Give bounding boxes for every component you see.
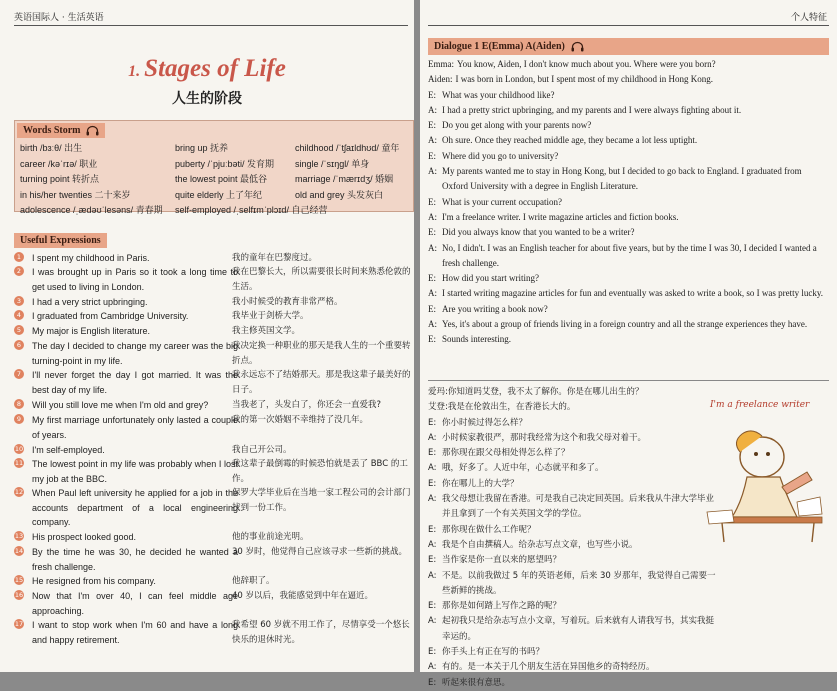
left-page (0, 0, 414, 672)
dialogue-english (428, 57, 828, 348)
line-text: 起初我只是给杂志写点小文章，写着玩。后来就有人请我写书，其实我挺幸运的。 (442, 616, 715, 642)
word-entry: quite elderly 上了年纪 (175, 189, 263, 200)
speaker: E: (428, 120, 436, 131)
word-entry: turning point 转折点 (20, 174, 100, 184)
line-text: 那你现在跟父母相处得怎么样了？ (442, 448, 570, 459)
line-text: Where did you go to university? (442, 150, 559, 161)
word-entry: in his/her twenties 二十来岁 (20, 189, 131, 200)
header-rule (14, 25, 408, 26)
speaker: Emma: (428, 59, 454, 69)
expression-cn: 我希望 60 岁就不用工作了，尽情享受一个悠长快乐的退休时光。 (232, 620, 410, 645)
dialogue-heading (428, 38, 829, 55)
dialogue-line (428, 614, 718, 645)
dialogue-line (428, 103, 828, 118)
words-storm-box (14, 120, 414, 215)
expression-number: 16 (14, 591, 24, 599)
line-text: I'm a freelance writer. I write magazine articles and fiction books. (442, 211, 679, 222)
expression-number: 17 (14, 620, 24, 628)
speaker: A: (428, 242, 437, 253)
expression-en: My major is English literature. (32, 326, 151, 336)
word-entry: single /ˈsɪŋgl/ 单身 (295, 158, 370, 169)
words-column-3 (295, 141, 399, 203)
line-text: 你手头上有正在写的书吗？ (442, 647, 545, 658)
words-column-1 (20, 141, 163, 219)
dialogue-line (428, 118, 828, 133)
dialogue-line (428, 431, 718, 446)
expression-en: The day I decided to change my career was the big turning-point in my life. (32, 341, 238, 366)
expression-en: Now that I'm over 40, I can feel middle age approaching. (32, 591, 238, 616)
expression-cn: 保罗大学毕业后在当地一家工程公司的会计部门找到一份工作。 (232, 488, 411, 513)
line-text: Are you writing a book now? (442, 303, 548, 314)
dialogue-line (428, 400, 718, 415)
dialogue-line (428, 195, 828, 210)
line-text: How did you start writing? (442, 273, 539, 284)
dialogue-line (428, 645, 718, 660)
expression-number: 5 (14, 325, 24, 335)
line-text: Oh sure. Once they reached middle age, they became a lot less uptight. (442, 135, 698, 146)
line-text: 哦，好多了。人近中年，心态就平和多了。 (442, 463, 604, 474)
expression-en: When Paul left university he applied for a job in the accounts department of a local engineering company. (32, 488, 238, 527)
expression-cn: 他辞职了。 (232, 576, 275, 586)
line-text: 我是个自由撰稿人。给杂志写点文章，也写些小说。 (442, 539, 638, 550)
section-divider (428, 380, 829, 381)
word-entry: childhood /ˈtʃaɪldhʊd/ 童年 (295, 143, 400, 153)
line-text: I had a pretty strict upbringing, and my parents and I were always fighting about it. (442, 104, 742, 115)
word-entry: career /kəˈrɪə/ 职业 (20, 158, 98, 169)
dialogue-line (428, 461, 718, 476)
line-text: What is your current occupation? (442, 196, 562, 207)
expression-cn: 我在巴黎长大，所以需要很长时间来熟悉伦敦的生活。 (232, 267, 411, 292)
right-page (420, 0, 837, 688)
expression-cn: 我自己开公司。 (232, 445, 292, 455)
line-text: Sounds interesting. (442, 334, 511, 345)
expression-number: 1 (14, 252, 24, 262)
expression-en: I spent my childhood in Paris. (32, 253, 150, 263)
line-text: 你在哪儿上的大学？ (442, 478, 519, 489)
word-entry: puberty /ˈpjuːbəti/ 发育期 (175, 158, 275, 169)
speaker: E: (428, 303, 436, 314)
speaker: E: (428, 524, 437, 535)
chapter-title-en: Stages of Life (144, 55, 286, 82)
expression-number: 13 (14, 532, 24, 540)
speaker: E: (428, 647, 437, 658)
dialogue-line (428, 676, 718, 691)
speaker: E: (428, 555, 437, 566)
speaker: A: (428, 570, 437, 581)
dialogue-title: Dialogue 1 E(Emma) A(Aiden) (434, 41, 565, 52)
speaker: E: (428, 677, 437, 688)
useful-expressions-heading: Useful Expressions (14, 233, 107, 248)
expression-cn: 我主修英国文学。 (232, 326, 301, 336)
headphones-icon (571, 41, 584, 52)
expression-number: 15 (14, 576, 24, 584)
dialogue-line (428, 553, 718, 568)
expression-en: I'm self-employed. (32, 445, 105, 455)
speaker: E: (428, 227, 436, 238)
dialogue-line (428, 523, 718, 538)
dialogue-line (428, 538, 718, 553)
words-storm-heading (17, 123, 105, 138)
dialogue-line (428, 477, 718, 492)
speaker: A: (428, 463, 437, 474)
expression-cn: 当我老了，头发白了，你还会一直爱我? (232, 400, 382, 410)
dialogue-line (428, 302, 828, 317)
speaker: E: (428, 150, 436, 161)
dialogue-line (428, 210, 828, 225)
expression-cn: 我毕业于剑桥大学。 (232, 311, 309, 321)
dialogue-line (428, 317, 828, 332)
expression-number: 12 (14, 488, 24, 496)
speaker: A: (428, 211, 437, 222)
expression-en: I had a very strict upbringing. (32, 297, 148, 307)
expression-number: 11 (14, 459, 24, 467)
line-text: I was born in London, but I spent most of my childhood in Hong Kong. (455, 74, 713, 85)
line-text: Do you get along with your parents now? (442, 120, 592, 131)
dialogue-line (428, 446, 718, 461)
speaker: A: (428, 166, 437, 177)
speaker: E: (428, 273, 436, 284)
dialogue-line (428, 569, 718, 600)
expression-number: 8 (14, 399, 24, 409)
dialogue-line (428, 241, 828, 272)
speaker: E: (428, 448, 437, 459)
line-text: 小时候家教很严，那时我经常为这个和我父母对着干。 (442, 432, 647, 443)
speaker: E: (428, 417, 437, 428)
speaker: A: (428, 616, 437, 627)
word-entry: bring up 抚养 (175, 143, 229, 153)
line-text: My parents wanted me to stay in Hong Kong, but I decided to go back to England. I graduated from Oxford University with a degree in English Literature. (442, 166, 802, 192)
line-text: 你知道吗艾登，我不太了解你。你是在哪儿出生的？ (447, 387, 644, 397)
dialogue-line (428, 149, 828, 164)
expression-cn: 我这辈子最倒霉的时候恐怕就是丢了 BBC 的工作。 (232, 459, 408, 484)
speaker: A: (428, 135, 437, 146)
expression-en: I'll never forget the day I got married. It was the best day of my life. (32, 370, 238, 395)
dialogue-line (428, 57, 828, 72)
speaker: Aiden: (428, 74, 453, 85)
expression-en: I want to stop work when I'm 60 and have a long and happy retirement. (32, 620, 238, 645)
line-text: 我父母想让我留在香港。可是我自己决定回英国。后来我从牛津大学毕业并且拿到了一个有关英国文学的学位。 (442, 494, 715, 520)
expression-cn: 我小时候受的教育非常严格。 (232, 297, 343, 307)
line-text: 你小时候过得怎么样？ (442, 417, 528, 428)
expression-cn: 30 岁时，他觉得自己应该寻求一些新的挑战。 (232, 547, 408, 557)
word-entry: birth /bɜːθ/ 出生 (20, 143, 83, 153)
speaker: A: (428, 662, 437, 673)
expression-number: 14 (14, 547, 24, 555)
expression-cn: 我的第一次婚姻不幸维持了没几年。 (232, 415, 369, 425)
speaker: A: (428, 432, 437, 443)
line-text: 听起来很有意思。 (442, 677, 511, 688)
expression-en: I was brought up in Paris so it took a long time to get used to living in London. (32, 267, 238, 292)
line-text: 我是在伦敦出生，在香港长大的。 (447, 402, 576, 413)
dialogue-chinese (428, 385, 718, 691)
speaker: 艾登: (428, 402, 448, 413)
chapter-number: 1. (128, 63, 141, 80)
expression-en: By the time he was 30, he decided he wanted a fresh challenge. (32, 547, 238, 572)
expression-en: He resigned from his company. (32, 576, 156, 586)
speaker: A: (428, 104, 437, 115)
line-text: 那你现在做什么工作呢？ (442, 524, 536, 535)
expression-number: 3 (14, 296, 24, 306)
chapter-title (0, 55, 414, 83)
dialogue-line (428, 271, 828, 286)
dialogue-line (428, 164, 828, 195)
speaker: E: (428, 334, 436, 345)
headphones-icon (86, 125, 99, 136)
dialogue-line (428, 385, 718, 400)
line-text: 那你是如何踏上写作之路的呢？ (442, 601, 562, 612)
illustration-caption: I'm a freelance writer (710, 400, 810, 410)
expression-en: Will you still love me when I'm old and grey? (32, 400, 209, 410)
dialogue-line (428, 72, 828, 87)
dialogue-line (428, 88, 828, 103)
word-entry: self-employed /ˌselfɪmˈplɔɪd/ 自己经营 (175, 205, 328, 215)
line-text: 当作家是你一直以来的愿望吗？ (442, 555, 562, 566)
line-text: I started writing magazine articles for fun and eventually was asked to write a book, so I was pretty lucky. (442, 288, 824, 299)
dialogue-line (428, 225, 828, 240)
running-header: 个人特征 (790, 13, 827, 23)
dialogue-line (428, 286, 828, 301)
expression-en: The lowest point in my life was probably when I lost my job at the BBC. (32, 459, 238, 484)
dialogue-line (428, 599, 718, 614)
dialogue-line (428, 133, 828, 148)
speaker: E: (428, 478, 437, 489)
expression-cn: 我永远忘不了结婚那天。那是我这辈子最美好的日子。 (232, 370, 411, 395)
line-text: 有的。是一本关于几个朋友生活在异国他乡的奇特经历。 (442, 662, 655, 673)
line-text: Did you always know that you wanted to be a writer? (442, 227, 635, 238)
header-rule (428, 25, 829, 26)
expression-number: 6 (14, 340, 24, 350)
expression-number: 10 (14, 445, 24, 453)
word-entry: the lowest point 最低谷 (175, 174, 268, 184)
line-text: You know, Aiden, I don't know much about you. Where were you born? (457, 59, 716, 69)
speaker: 爱玛: (428, 387, 448, 397)
expression-cn: 他的事业前途光明。 (232, 532, 309, 542)
speaker: A: (428, 539, 437, 550)
expression-number: 2 (14, 266, 24, 276)
line-text: No, I didn't. I was an English teacher for about five years, but by the time I was 30, I decided I wanted a fresh challenge. (442, 242, 817, 268)
chapter-title-cn: 人生的阶段 (172, 91, 242, 107)
expression-cn: 我决定换一种职业的那天是我人生的一个重要转折点。 (232, 341, 411, 366)
expression-en: His prospect looked good. (32, 532, 137, 542)
expression-cn: 40 岁以后，我能感觉到中年在逼近。 (232, 591, 374, 601)
line-text: What was your childhood like? (442, 89, 555, 100)
line-text: Yes, it's about a group of friends living in a foreign country and all the strange experiences they have. (442, 319, 808, 330)
word-entry: adolescence /ˌædəʊˈlesəns/ 青春期 (20, 205, 163, 215)
speaker: A: (428, 288, 437, 299)
expression-number: 7 (14, 369, 24, 379)
expression-cn: 我的童年在巴黎度过。 (232, 253, 318, 263)
speaker: A: (428, 319, 437, 330)
speaker: E: (428, 196, 436, 207)
dialogue-line (428, 416, 718, 431)
speaker: E: (428, 89, 436, 100)
speaker: A: (428, 494, 437, 505)
expression-number: 9 (14, 414, 24, 424)
line-text: 不是。以前我做过 5 年的英语老师，后来 30 岁那年，我觉得自己需要一些新鲜的挑战。 (442, 570, 716, 596)
dialogue-line (428, 332, 828, 347)
dialogue-line (428, 660, 718, 675)
expression-number: 4 (14, 310, 24, 320)
speaker: E: (428, 601, 437, 612)
expression-en: My first marriage unfortunately only lasted a couple of years. (32, 415, 238, 440)
word-entry: old and grey 头发灰白 (295, 189, 384, 200)
words-storm-label: Words Storm (23, 125, 81, 136)
running-header: 英语国际人 · 生活英语 (14, 13, 104, 23)
word-entry: marriage /ˈmærɪdʒ/ 婚姻 (295, 174, 394, 184)
expression-en: I graduated from Cambridge University. (32, 311, 189, 321)
writer-illustration (702, 392, 832, 547)
dialogue-line (428, 492, 718, 523)
